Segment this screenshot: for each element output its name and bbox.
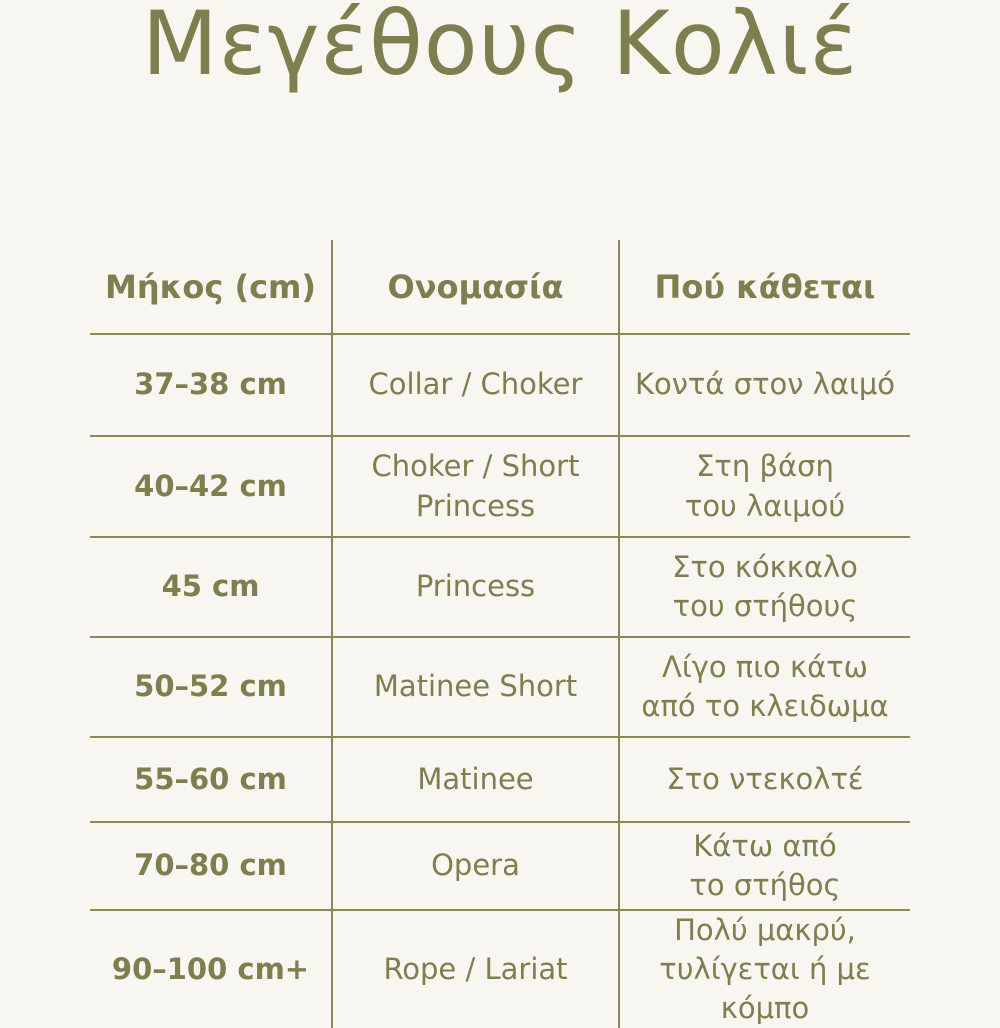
position-cell [619, 637, 910, 737]
table-row [90, 537, 910, 637]
name-cell [332, 334, 619, 436]
position-value: Κοντά στον λαιμό [634, 367, 896, 402]
name-cell [332, 822, 619, 910]
length-value: 70–80 cm [134, 848, 287, 883]
name-value: Matinee Short [373, 669, 578, 704]
position-cell [619, 436, 910, 537]
position-value: Στο ντεκολτέ [666, 761, 864, 796]
position-cell [619, 822, 910, 910]
position-value: Στη βάση του λαιμού [684, 449, 846, 523]
position-cell [619, 537, 910, 637]
length-cell [90, 334, 332, 436]
table-row [90, 436, 910, 537]
name-cell [332, 737, 619, 822]
table-row [90, 334, 910, 436]
name-value: Matinee [417, 761, 534, 796]
position-cell [619, 334, 910, 436]
header-length: Μήκος (cm) [90, 240, 332, 334]
table-header-row [90, 240, 910, 334]
position-value: Πολύ μακρύ, τυλίγεται ή με κόμπο [659, 913, 871, 1026]
length-value: 55–60 cm [134, 761, 287, 796]
title-line-2: Μεγέθους Κολιέ [141, 0, 859, 95]
name-cell [332, 910, 619, 1028]
length-value: 90–100 cm+ [111, 952, 310, 987]
position-value: Λίγο πιο κάτω από το κλειδωμα [641, 649, 889, 723]
length-cell [90, 537, 332, 637]
length-cell [90, 737, 332, 822]
position-cell [619, 737, 910, 822]
position-value: Στο κόκκαλο του στήθους [672, 549, 858, 623]
length-cell [90, 822, 332, 910]
length-value: 45 cm [161, 569, 260, 604]
name-value: Opera [431, 848, 520, 883]
length-cell [90, 436, 332, 537]
length-value: 37–38 cm [134, 367, 287, 402]
name-value: Collar / Choker [368, 367, 583, 402]
name-cell [332, 436, 619, 537]
table-row [90, 910, 910, 1028]
name-cell [332, 537, 619, 637]
length-value: 40–42 cm [134, 468, 287, 503]
header-name: Ονομασία [332, 240, 619, 334]
length-cell [90, 910, 332, 1028]
table-row [90, 737, 910, 822]
name-value: Choker / Short Princess [371, 449, 580, 523]
name-value: Princess [415, 569, 536, 604]
page-title [0, 0, 1000, 95]
table-row [90, 822, 910, 910]
header-position: Πού κάθεται [619, 240, 910, 334]
length-cell [90, 637, 332, 737]
name-value: Rope / Lariat [383, 952, 568, 987]
table-row [90, 637, 910, 737]
position-value: Κάτω από το στήθος [689, 828, 841, 902]
necklace-size-table [90, 240, 910, 1028]
length-value: 50–52 cm [134, 669, 287, 704]
position-cell [619, 910, 910, 1028]
name-cell [332, 637, 619, 737]
